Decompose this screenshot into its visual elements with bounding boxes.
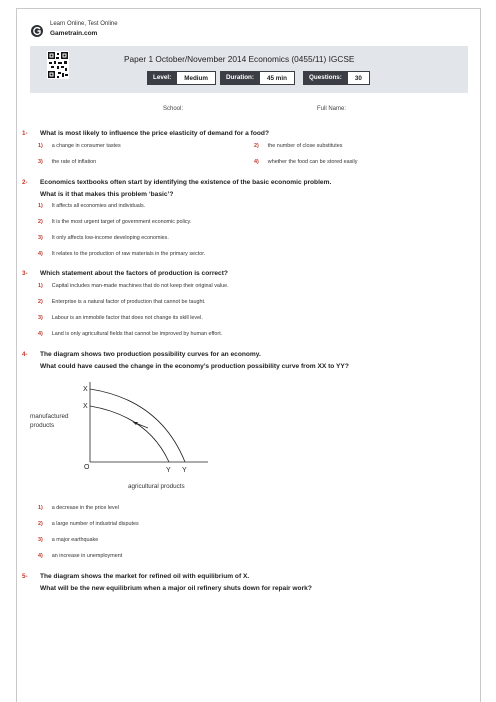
level-badge: Level: Medium <box>147 71 216 85</box>
question-text: Which statement about the factors of production is correct? <box>40 270 228 277</box>
brand-tagline: Learn Online, Test Online <box>50 21 118 27</box>
question-text: What will be the new equilibrium when a major oil refinery shuts down for repair work? <box>40 585 312 592</box>
answer-option[interactable]: 4) an increase in unemployment <box>38 553 123 559</box>
full-name-field-label: Full Name: <box>317 106 347 112</box>
y-axis-label: products <box>30 422 55 429</box>
answer-option[interactable]: 2) It is the most urgent target of government economic policy. <box>38 219 192 225</box>
label-y-top: X <box>83 403 88 410</box>
answer-option[interactable]: 1) It affects all economies and individuals. <box>38 203 146 209</box>
label-x-bottom: Y <box>182 467 187 474</box>
label-x-top: X <box>83 386 88 393</box>
gametrain-logo-icon <box>30 24 44 38</box>
ppc-diagram <box>30 378 230 493</box>
origin-label: O <box>84 464 90 471</box>
question-text: What is most likely to influence the price elasticity of demand for a food? <box>40 130 269 137</box>
question-text: Economics textbooks often start by identifying the existence of the basic economic problem. <box>40 179 332 186</box>
question-number: 4- <box>22 351 28 358</box>
ppc-curve-yy <box>90 406 169 462</box>
answer-option[interactable]: 4) Land is only agricultural fields that cannot be improved by human effort. <box>38 331 223 337</box>
brand[interactable] <box>30 20 118 40</box>
questions-badge: Questions: 30 <box>303 71 370 85</box>
answer-option[interactable]: 2) Enterprise is a natural factor of production that cannot be taught. <box>38 299 206 305</box>
question-number: 3- <box>22 270 28 277</box>
duration-badge: Duration: 45 min <box>220 71 295 85</box>
answer-option[interactable]: 2) the number of close substitutes <box>254 143 343 149</box>
qr-code-icon <box>47 51 69 79</box>
answer-option[interactable]: 1) Capital includes man-made machines that do not keep their original value. <box>38 283 229 289</box>
question-number: 2- <box>22 179 28 186</box>
question-text: The diagram shows two production possibility curves for an economy. <box>40 351 261 358</box>
question-text: The diagram shows the market for refined oil with equilibrium of X. <box>40 573 250 580</box>
ppc-curve-xx <box>90 389 185 462</box>
question-number: 1- <box>22 130 28 137</box>
answer-option[interactable]: 1) a decrease in the price level <box>38 505 119 511</box>
question-number: 5- <box>22 573 28 580</box>
answer-option[interactable]: 3) a major earthquake <box>38 537 99 543</box>
x-axis-label: agricultural products <box>128 483 185 490</box>
answer-option[interactable]: 3) Labour is an immobile factor that does not change its skill level. <box>38 315 203 321</box>
school-field-label: School: <box>163 106 184 112</box>
question-text: What is it that makes this problem ‘basic’? <box>40 191 174 198</box>
y-axis-label: manufactured <box>30 413 69 420</box>
question-text: What could have caused the change in the economy’s production possibility curve from XX to YY? <box>40 363 349 370</box>
paper-banner <box>30 46 468 93</box>
paper-title: Paper 1 October/November 2014 Economics (0455/11) IGCSE <box>124 54 355 64</box>
answer-option[interactable]: 3) the rate of inflation <box>38 159 97 165</box>
answer-option[interactable]: 3) It only affects low-income developing economies. <box>38 235 169 241</box>
answer-option[interactable]: 4) whether the food can be stored easily <box>254 159 358 165</box>
brand-site: Gametrain.com <box>50 30 98 37</box>
answer-option[interactable]: 2) a large number of industrial disputes <box>38 521 139 527</box>
answer-option[interactable]: 4) It relates to the production of raw materials in the primary sector. <box>38 251 206 257</box>
label-y-bottom: Y <box>166 467 171 474</box>
answer-option[interactable]: 1) a change in consumer tastes <box>38 143 121 149</box>
